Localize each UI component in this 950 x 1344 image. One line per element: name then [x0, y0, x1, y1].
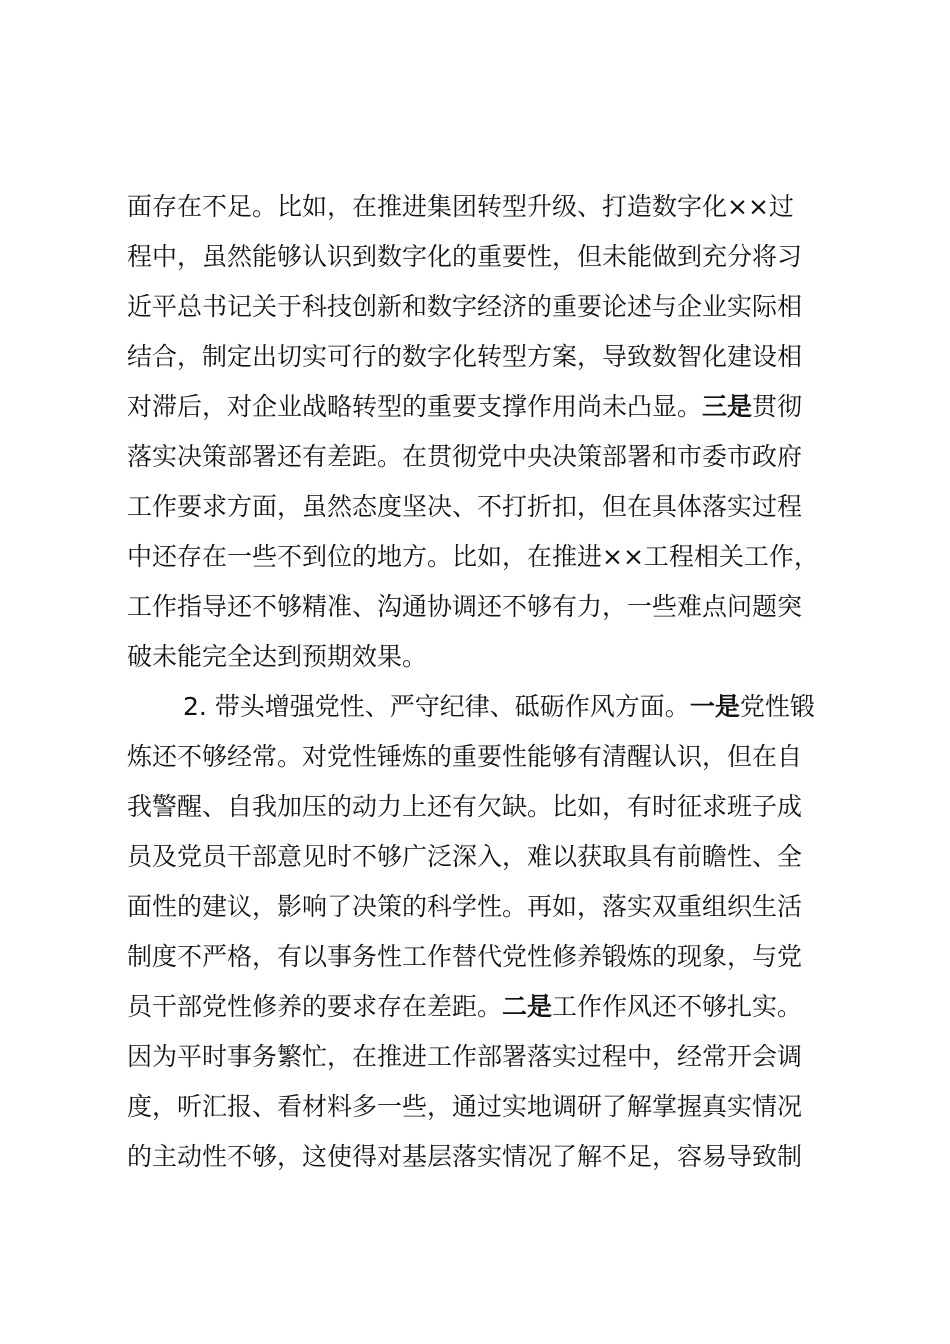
text-segment: 落实决策部署还有差距。在贯彻党中央决策部署和市委市政府 — [127, 442, 803, 471]
text-segment: 结合，制定出切实可行的数字化转型方案，导致数智化建设相 — [127, 342, 803, 371]
text-line — [127, 532, 837, 582]
text-line — [127, 282, 837, 332]
text-segment: 党性锻 — [739, 692, 815, 721]
text-line — [127, 632, 837, 682]
text-line — [127, 782, 837, 832]
text-segment: 员干部党性修养的要求存在差距。 — [127, 992, 503, 1021]
text-line — [127, 1032, 837, 1082]
text-segment: 2. 带头增强党性、严守纪律、砥砺作风方面。 — [183, 692, 690, 721]
text-segment: 工作要求方面，虽然态度坚决、不打折扣，但在具体落实过程 — [127, 492, 803, 521]
text-segment: 程中，虽然能够认识到数字化的重要性，但未能做到充分将习 — [127, 242, 803, 271]
text-line — [127, 682, 837, 732]
text-segment: 因为平时事务繁忙，在推进工作部署落实过程中，经常开会调 — [127, 1042, 803, 1071]
text-line — [127, 932, 837, 982]
text-line — [127, 182, 837, 232]
text-line — [127, 1132, 837, 1182]
text-line — [127, 332, 837, 382]
text-segment: 工作指导还不够精准、沟通协调还不够有力，一些难点问题突 — [127, 592, 803, 621]
text-segment: 近平总书记关于科技创新和数字经济的重要论述与企业实际相 — [127, 292, 803, 321]
text-line — [127, 982, 837, 1032]
text-line — [127, 482, 837, 532]
text-segment: 度，听汇报、看材料多一些，通过实地调研了解掌握真实情况 — [127, 1092, 803, 1121]
text-segment: 工作作风还不够扎实。 — [552, 992, 803, 1021]
text-line — [127, 432, 837, 482]
text-segment: 员及党员干部意见时不够广泛深入，难以获取具有前瞻性、全 — [127, 842, 803, 871]
text-segment: 贯彻 — [752, 392, 803, 421]
bold-phrase: 三是 — [702, 392, 753, 421]
text-segment: 我警醒、自我加压的动力上还有欠缺。比如，有时征求班子成 — [127, 792, 803, 821]
text-segment: 对滞后，对企业战略转型的重要支撑作用尚未凸显。 — [127, 392, 703, 421]
text-line — [127, 832, 837, 882]
text-line — [127, 732, 837, 782]
text-segment: 中还存在一些不到位的地方。比如，在推进××工程相关工作， — [127, 542, 819, 571]
text-segment: 炼还不够经常。对党性锤炼的重要性能够有清醒认识，但在自 — [127, 742, 803, 771]
body-text — [127, 182, 837, 1182]
bold-phrase: 一是 — [689, 692, 740, 721]
text-segment: 面存在不足。比如，在推进集团转型升级、打造数字化××过 — [127, 192, 794, 221]
text-segment: 的主动性不够，这使得对基层落实情况了解不足，容易导致制 — [127, 1142, 803, 1171]
bold-phrase: 二是 — [502, 992, 553, 1021]
text-segment: 制度不严格，有以事务性工作替代党性修养锻炼的现象，与党 — [127, 942, 803, 971]
text-line — [127, 882, 837, 932]
text-line — [127, 232, 837, 282]
text-segment: 面性的建议，影响了决策的科学性。再如，落实双重组织生活 — [127, 892, 803, 921]
text-line — [127, 582, 837, 632]
text-line — [127, 382, 837, 432]
text-segment: 破未能完全达到预期效果。 — [127, 642, 428, 671]
text-line — [127, 1082, 837, 1132]
